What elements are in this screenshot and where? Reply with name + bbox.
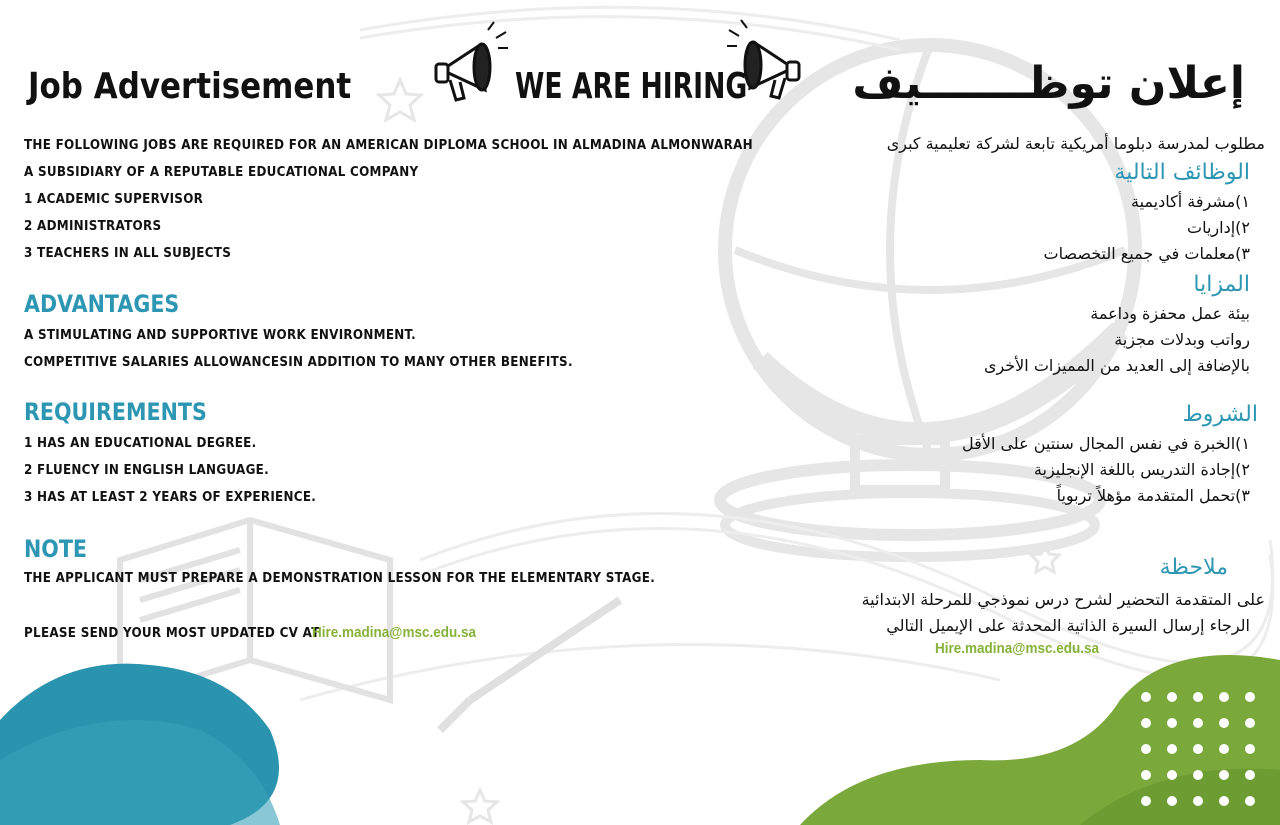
requirements-heading: REQUIREMENTS	[24, 398, 207, 426]
arabic-note-text: الرجاء إرسال السيرة الذاتية المحدثة على الإيميل التالي	[886, 616, 1250, 635]
pen-illustration	[440, 600, 620, 730]
advantage-item: COMPETITIVE SALARIES ALLOWANCESIN ADDITION TO MANY OTHER BENEFITS.	[24, 355, 573, 370]
arabic-conditions-heading: الشروط	[1182, 402, 1258, 427]
requirement-item: 1 HAS AN EDUCATIONAL DEGREE.	[24, 436, 257, 451]
arabic-advantage-item: بالإضافة إلى العديد من المميزات الأخرى	[983, 356, 1250, 375]
job-item: 2 ADMINISTRATORS	[24, 219, 162, 234]
arabic-job-item: ٣)معلمات في جميع التخصصات	[1043, 244, 1250, 263]
note-heading: NOTE	[24, 535, 88, 563]
globe-illustration	[720, 45, 1135, 557]
megaphone-icon	[430, 20, 510, 105]
arabic-job-item: ١)مشرفة أكاديمية	[1131, 192, 1250, 211]
requirement-item: 2 FLUENCY IN ENGLISH LANGUAGE.	[24, 463, 269, 478]
arabic-note-text: على المتقدمة التحضير لشرح درس نموذجي للمرحلة الابتدائية	[861, 590, 1265, 609]
note-text: THE APPLICANT MUST PREPARE A DEMONSTRATION LESSON FOR THE ELEMENTARY STAGE.	[24, 571, 656, 586]
arabic-email-link[interactable]: Hire.madina@msc.edu.sa	[935, 640, 1099, 657]
arabic-note-heading: ملاحظة	[1159, 555, 1228, 580]
requirement-item: 3 HAS AT LEAST 2 YEARS OF EXPERIENCE.	[24, 490, 317, 505]
job-item: 3 TEACHERS IN ALL SUBJECTS	[24, 246, 232, 261]
arabic-condition-item: ١)الخبرة في نفس المجال سنتين على الأقل	[962, 434, 1250, 453]
page-title-english: Job Advertisement	[28, 66, 352, 107]
arabic-advantages-heading: المزايا	[1193, 272, 1250, 297]
advantages-heading: ADVANTAGES	[24, 290, 180, 318]
arabic-job-item: ٢)إداريات	[1187, 218, 1250, 237]
advantage-item: A STIMULATING AND SUPPORTIVE WORK ENVIRONMENT.	[24, 328, 416, 343]
email-link[interactable]: Hire.madina@msc.edu.sa	[312, 624, 476, 641]
arabic-intro: مطلوب لمدرسة دبلوما أمريكية تابعة لشركة تعليمية كبرى	[886, 134, 1265, 153]
hiring-banner: WE ARE HIRING	[515, 66, 748, 107]
arabic-jobs-heading: الوظائف التالية	[1114, 160, 1250, 185]
job-item: 1 ACADEMIC SUPERVISOR	[24, 192, 204, 207]
intro-line: A SUBSIDIARY OF A REPUTABLE EDUCATIONAL COMPANY	[24, 165, 419, 180]
cv-instruction: PLEASE SEND YOUR MOST UPDATED CV AT	[24, 626, 320, 641]
arabic-condition-item: ٢)إجادة التدريس باللغة الإنجليزية	[1033, 460, 1250, 479]
intro-line: THE FOLLOWING JOBS ARE REQUIRED FOR AN AMERICAN DIPLOMA SCHOOL IN ALMADINA ALMONWARAH	[24, 138, 753, 153]
arabic-condition-item: ٣)تحمل المتقدمة مؤهلاً تربوياً	[1056, 486, 1250, 505]
page-title-arabic: إعلان توظـــــــيف	[852, 58, 1245, 109]
arabic-advantage-item: رواتب وبدلات مجزية	[1114, 330, 1250, 349]
arabic-advantage-item: بيئة عمل محفزة وداعمة	[1090, 304, 1250, 323]
